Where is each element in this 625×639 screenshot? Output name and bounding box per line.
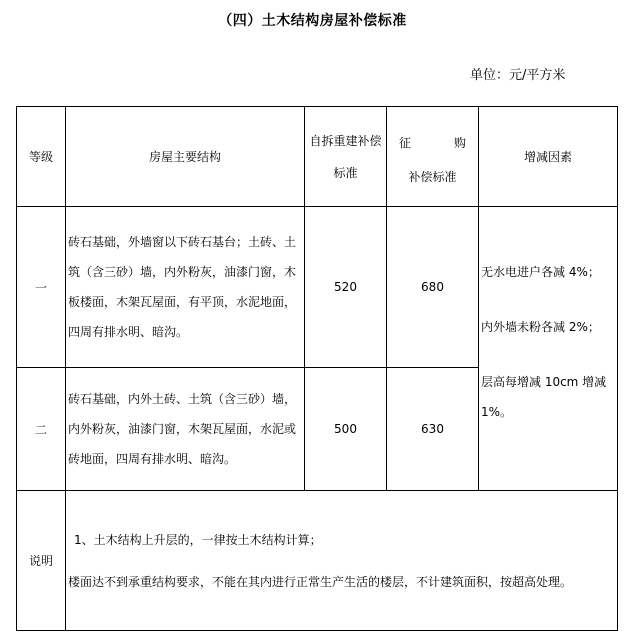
note-line: 1、土木结构上升层的，一律按土木结构计算；: [74, 532, 322, 547]
unit-label: 单位：元/平方米: [470, 68, 566, 83]
grade-cell: 一: [17, 207, 66, 368]
header-purchase: [387, 107, 479, 207]
self-rebuild-cell: 520: [305, 207, 387, 368]
factor-item: 无水电进户各减 4%；: [481, 265, 600, 279]
header-self-rebuild: 自拆重建补偿标准: [305, 107, 387, 207]
grade-cell: 二: [17, 368, 66, 491]
header-structure: 房屋主要结构: [66, 107, 305, 207]
table-row: [17, 207, 618, 368]
factor-item: 内外墙未粉各减 2%；: [481, 320, 600, 334]
compensation-table: [16, 106, 618, 631]
factor-item: 层高每增减 10cm 增减 1%。: [481, 375, 607, 419]
structure-cell: 砖石基础，内外土砖、土筑（含三砂）墙，内外粉灰，油漆门窗，木架瓦屋面，水泥或砖地面，四周有排水明、暗沟。: [66, 368, 305, 491]
factors-cell: [479, 207, 618, 491]
structure-cell: 砖石基础，外墙窗以下砖石基台；土砖、土筑（含三砂）墙，内外粉灰，油漆门窗，木板楼面，木架瓦屋面，有平顶，水泥地面，四周有排水明、暗沟。: [66, 207, 305, 368]
note-row: [17, 491, 618, 631]
note-line: 楼面达不到承重结构要求，不能在其内进行正常生产生活的楼层，不计建筑面积，按超高处理。: [68, 574, 573, 589]
page-title: （四）土木结构房屋补偿标准: [218, 13, 407, 29]
table-header-row: [17, 107, 618, 207]
header-purchase-line1: 征 购: [399, 135, 466, 150]
note-label: 说明: [17, 491, 66, 631]
note-content: [66, 491, 618, 631]
purchase-cell: 680: [387, 207, 479, 368]
header-grade: 等级: [17, 107, 66, 207]
header-purchase-line2: 补偿标准: [408, 169, 457, 184]
purchase-cell: 630: [387, 368, 479, 491]
header-factors: 增减因素: [479, 107, 618, 207]
self-rebuild-cell: 500: [305, 368, 387, 491]
